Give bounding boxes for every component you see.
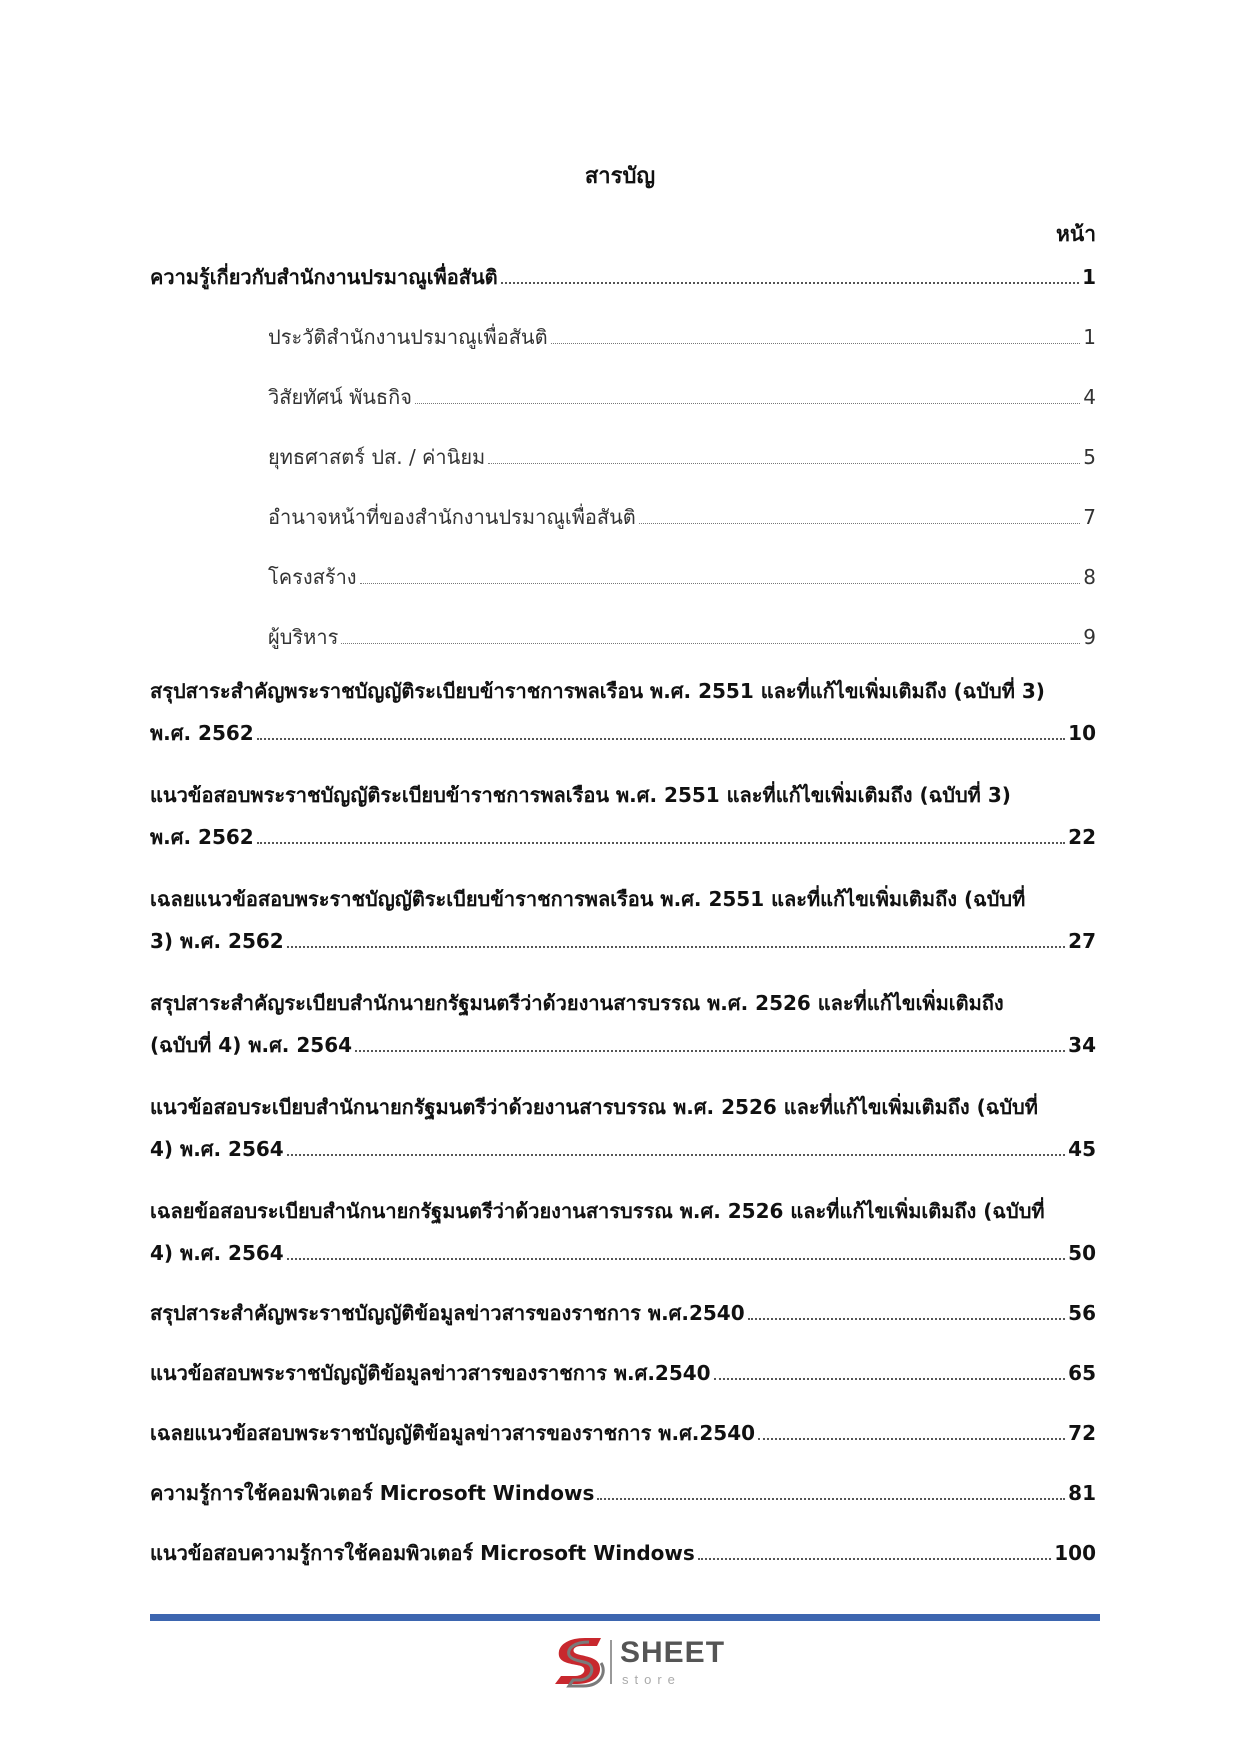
toc-entry-title: ความรู้การใช้คอมพิวเตอร์ Microsoft Windows bbox=[150, 1481, 595, 1505]
dot-leader bbox=[551, 343, 1081, 344]
footer-rule bbox=[150, 1614, 1100, 1621]
toc-subentry[interactable] bbox=[268, 622, 1096, 652]
toc-entry-title: ความรู้เกี่ยวกับสำนักงานปรมาณูเพื่อสันติ bbox=[150, 265, 498, 289]
toc-entry-title: เฉลยข้อสอบระเบียบสำนักนายกรัฐมนตรีว่าด้วยงานสารบรรณ พ.ศ. 2526 และที่แก้ไขเพิ่มเติมถึง (ฉบับที่ bbox=[150, 1199, 1045, 1223]
toc-page-number: 8 bbox=[1083, 565, 1096, 589]
logo-separator bbox=[610, 1640, 612, 1684]
dot-leader bbox=[355, 1050, 1065, 1052]
toc-page-number: 65 bbox=[1068, 1361, 1096, 1385]
toc-page-number: 27 bbox=[1068, 929, 1096, 953]
toc-entry[interactable] bbox=[150, 1238, 1096, 1268]
toc-subentry[interactable] bbox=[268, 442, 1096, 472]
logo-word: SHEET bbox=[620, 1636, 726, 1669]
dot-leader bbox=[639, 523, 1080, 524]
dot-leader bbox=[257, 738, 1065, 740]
dot-leader bbox=[698, 1558, 1051, 1560]
toc-entry-title: สรุปสาระสำคัญพระราชบัญญัติระเบียบข้าราชการพลเรือน พ.ศ. 2551 และที่แก้ไขเพิ่มเติมถึง (ฉบับที่ 3) bbox=[150, 679, 1045, 703]
toc-entry-title: เฉลยแนวข้อสอบพระราชบัญญัติข้อมูลข่าวสารของราชการ พ.ศ.2540 bbox=[150, 1421, 756, 1445]
toc-subentry[interactable] bbox=[268, 382, 1096, 412]
toc-entry[interactable] bbox=[150, 718, 1096, 748]
toc-page-number: 1 bbox=[1082, 265, 1096, 289]
toc-entry-title: สรุปสาระสำคัญระเบียบสำนักนายกรัฐมนตรีว่าด้วยงานสารบรรณ พ.ศ. 2526 และที่แก้ไขเพิ่มเติมถึง bbox=[150, 991, 1004, 1015]
toc-entry[interactable] bbox=[150, 1478, 1096, 1508]
dot-leader bbox=[758, 1438, 1065, 1440]
toc-entry-title: วิสัยทัศน์ พันธกิจ bbox=[268, 385, 412, 409]
toc-entry-title: อำนาจหน้าที่ของสำนักงานปรมาณูเพื่อสันติ bbox=[268, 505, 636, 529]
toc-page-number: 81 bbox=[1068, 1481, 1096, 1505]
dot-leader bbox=[287, 1154, 1065, 1156]
dot-leader bbox=[501, 282, 1079, 284]
toc-page-number: 50 bbox=[1068, 1241, 1096, 1265]
dot-leader bbox=[597, 1498, 1065, 1500]
toc-entry-title: โครงสร้าง bbox=[268, 565, 357, 589]
logo-subword: store bbox=[622, 1672, 681, 1687]
toc-entry-title: แนวข้อสอบพระราชบัญญัติระเบียบข้าราชการพลเรือน พ.ศ. 2551 และที่แก้ไขเพิ่มเติมถึง (ฉบับที่ 3) bbox=[150, 783, 1011, 807]
toc-page-number: 56 bbox=[1068, 1301, 1096, 1325]
dot-leader bbox=[257, 842, 1065, 844]
dot-leader bbox=[714, 1378, 1066, 1380]
toc-entry-continuation: 4) พ.ศ. 2564 bbox=[150, 1241, 284, 1265]
dot-leader bbox=[287, 946, 1065, 948]
dot-leader bbox=[415, 403, 1080, 404]
toc-page-number: 34 bbox=[1068, 1033, 1096, 1057]
toc-page-number: 4 bbox=[1083, 385, 1096, 409]
toc-entry-title: แนวข้อสอบพระราชบัญญัติข้อมูลข่าวสารของราชการ พ.ศ.2540 bbox=[150, 1361, 711, 1385]
dot-leader bbox=[287, 1258, 1065, 1260]
toc-page-number: 9 bbox=[1083, 625, 1096, 649]
toc-entry[interactable] bbox=[150, 1538, 1096, 1568]
toc-entry-title: เฉลยแนวข้อสอบพระราชบัญญัติระเบียบข้าราชการพลเรือน พ.ศ. 2551 และที่แก้ไขเพิ่มเติมถึง (ฉบับที่ bbox=[150, 887, 1026, 911]
toc-entry[interactable] bbox=[150, 262, 1096, 292]
toc-entry-title: ประวัติสำนักงานปรมาณูเพื่อสันติ bbox=[268, 325, 548, 349]
toc-page-number: 22 bbox=[1068, 825, 1096, 849]
toc-subentry[interactable] bbox=[268, 502, 1096, 532]
toc-page-number: 1 bbox=[1083, 325, 1096, 349]
toc-page-number: 45 bbox=[1068, 1137, 1096, 1161]
page-title: สารบัญ bbox=[584, 164, 656, 189]
dot-leader bbox=[360, 583, 1081, 584]
toc-entry[interactable] bbox=[150, 1418, 1096, 1448]
toc-entry-title: สรุปสาระสำคัญพระราชบัญญัติข้อมูลข่าวสารของราชการ พ.ศ.2540 bbox=[150, 1301, 745, 1325]
dot-leader bbox=[748, 1318, 1066, 1320]
dot-leader bbox=[341, 643, 1080, 644]
toc-entry[interactable] bbox=[150, 1030, 1096, 1060]
toc-entry[interactable] bbox=[150, 1358, 1096, 1388]
toc-page-number: 100 bbox=[1054, 1541, 1096, 1565]
toc-entry-title: ยุทธศาสตร์ ปส. / ค่านิยม bbox=[268, 445, 486, 469]
toc-entry-title: แนวข้อสอบความรู้การใช้คอมพิวเตอร์ Microsoft Windows bbox=[150, 1541, 695, 1565]
toc-entry-title: แนวข้อสอบระเบียบสำนักนายกรัฐมนตรีว่าด้วยงานสารบรรณ พ.ศ. 2526 และที่แก้ไขเพิ่มเติมถึง (ฉบับที่ bbox=[150, 1095, 1038, 1119]
toc-page-number: 5 bbox=[1083, 445, 1096, 469]
toc-entry-title: ผู้บริหาร bbox=[268, 625, 339, 649]
toc-entry-continuation: 4) พ.ศ. 2564 bbox=[150, 1137, 284, 1161]
toc-entry[interactable] bbox=[150, 1298, 1096, 1328]
toc-entry[interactable] bbox=[150, 822, 1096, 852]
dot-leader bbox=[488, 463, 1080, 464]
toc-entry[interactable] bbox=[150, 926, 1096, 956]
toc-page-number: 10 bbox=[1068, 721, 1096, 745]
toc-page-number: 7 bbox=[1083, 505, 1096, 529]
toc-entry[interactable] bbox=[150, 1134, 1096, 1164]
toc-subentry[interactable] bbox=[268, 562, 1096, 592]
toc-entry-continuation: พ.ศ. 2562 bbox=[150, 825, 254, 849]
toc-entry-continuation: พ.ศ. 2562 bbox=[150, 721, 254, 745]
toc-entry-continuation: (ฉบับที่ 4) พ.ศ. 2564 bbox=[150, 1033, 353, 1057]
toc-subentry[interactable] bbox=[268, 322, 1096, 352]
toc-entry-continuation: 3) พ.ศ. 2562 bbox=[150, 929, 284, 953]
toc-page-number: 72 bbox=[1068, 1421, 1096, 1445]
page-column-label: หน้า bbox=[1056, 222, 1096, 246]
